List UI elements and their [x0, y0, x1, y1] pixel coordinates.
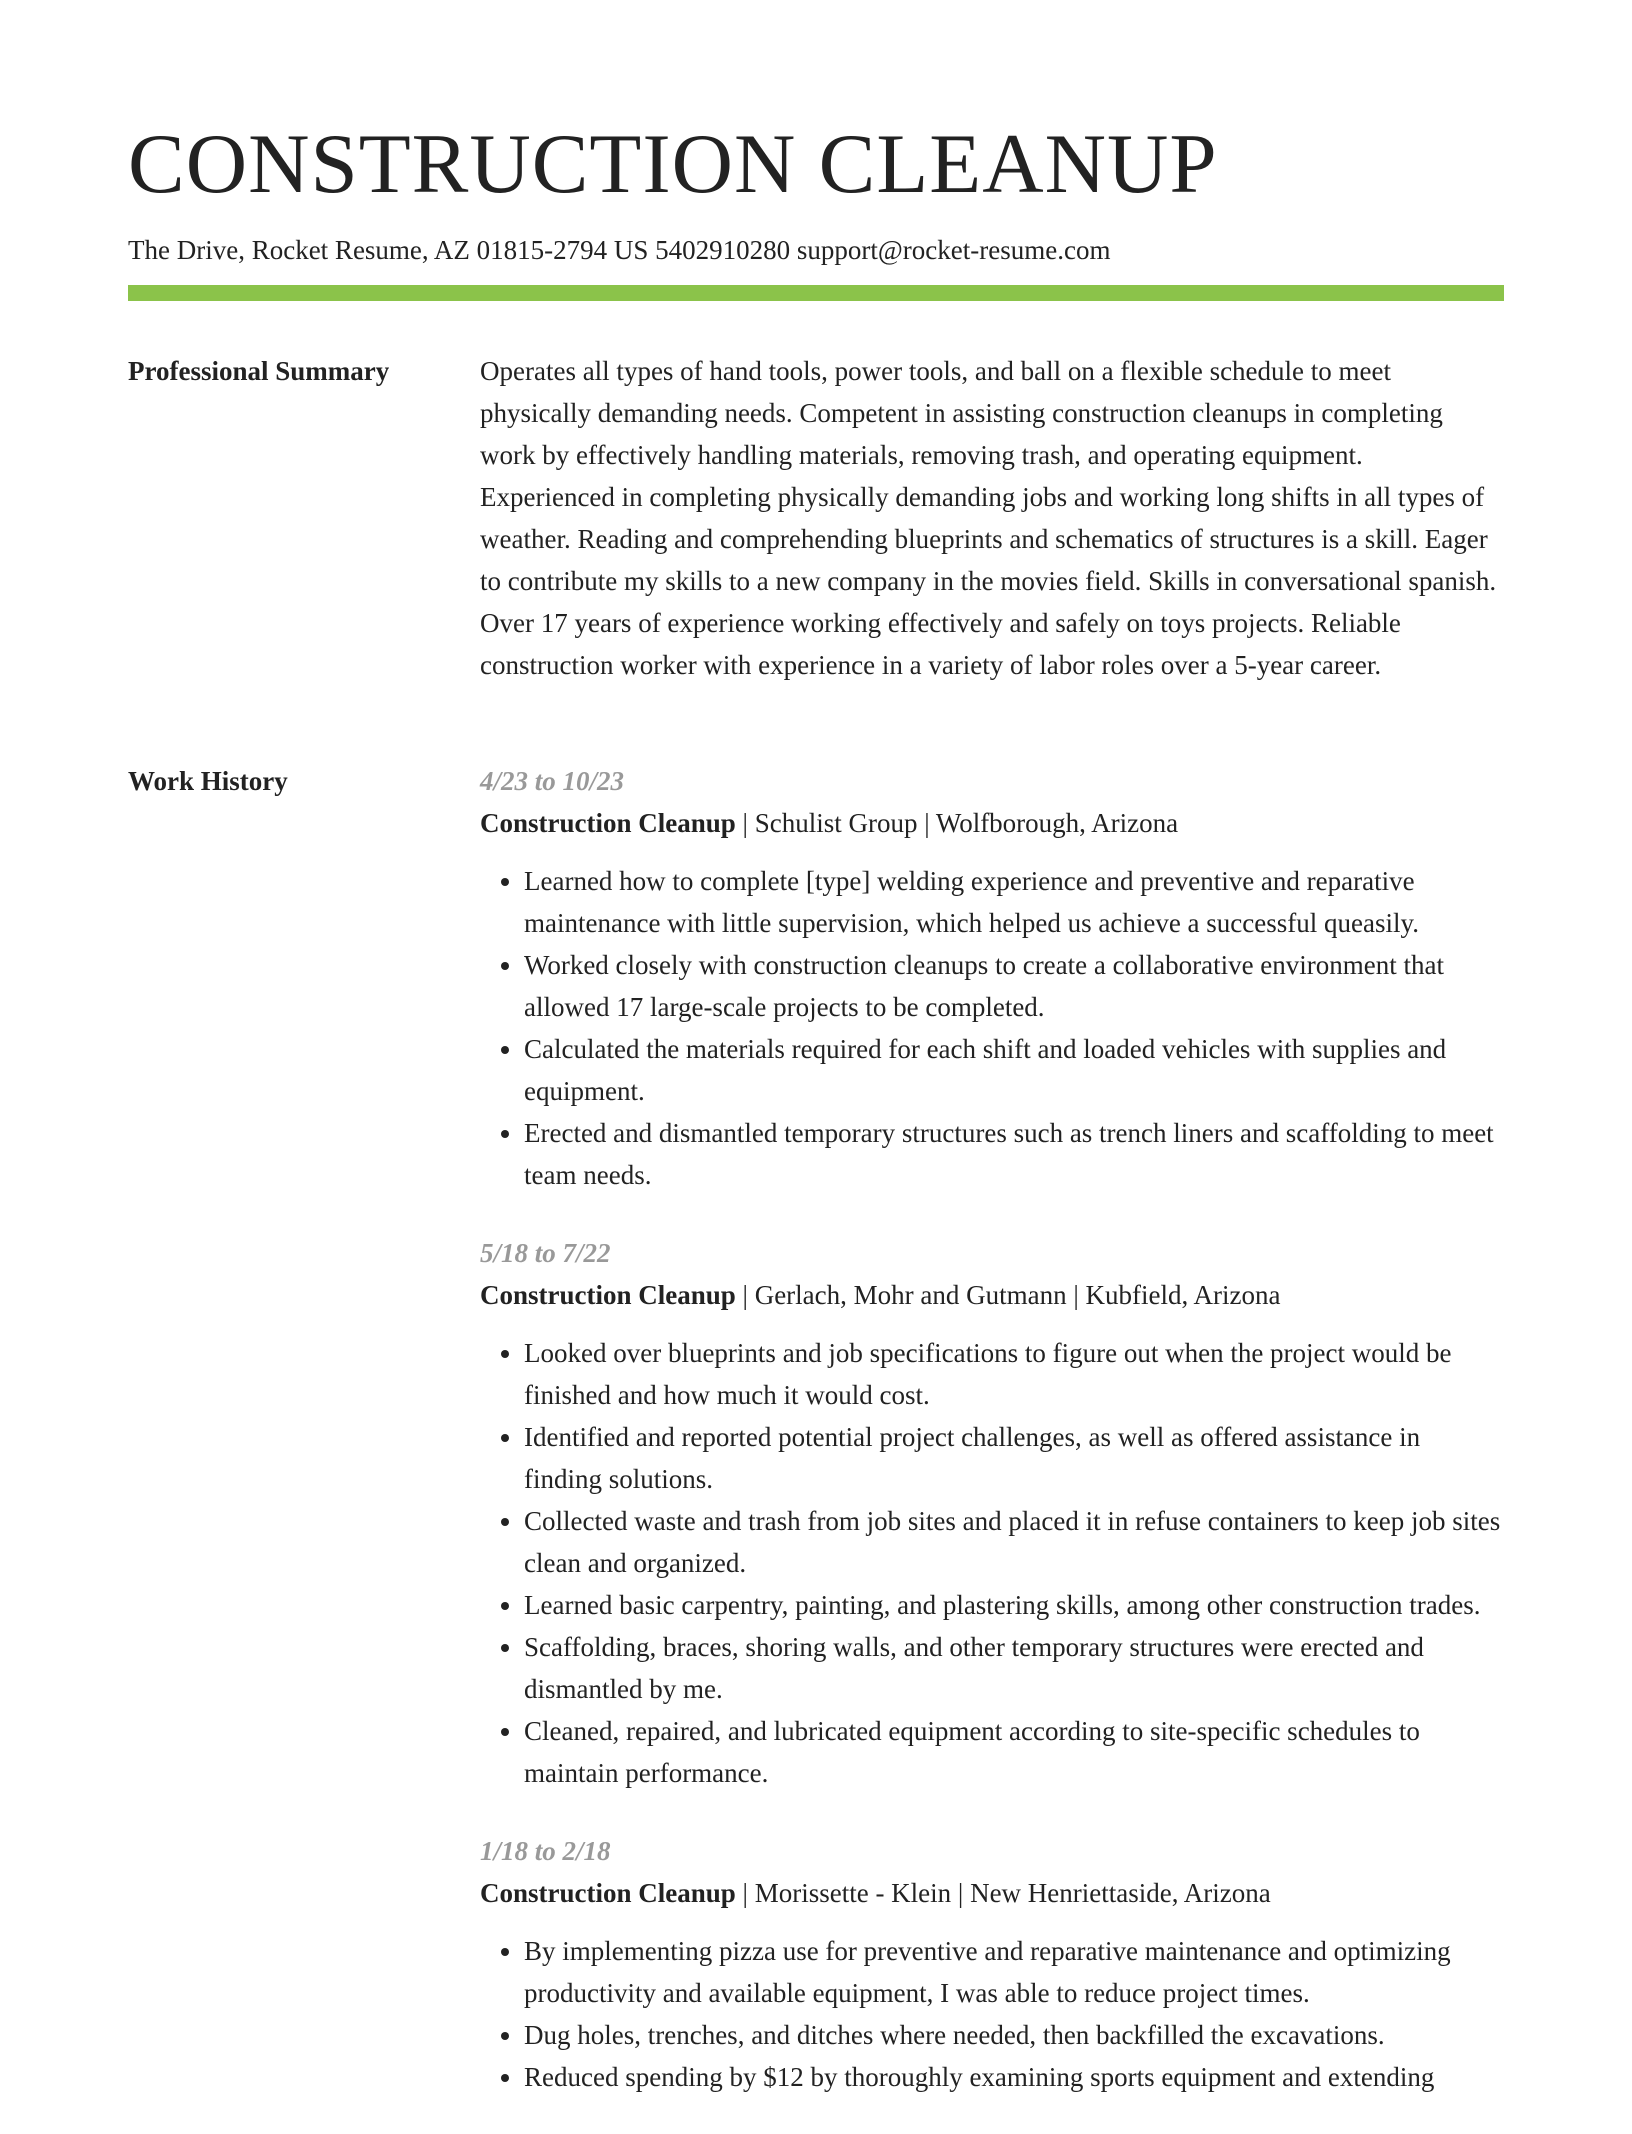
job-details: | Schulist Group | Wolfborough, Arizona [735, 808, 1179, 838]
accent-divider [128, 285, 1504, 301]
job-bullet: • Identified and reported potential project challenges, as well as offered assistance in finding solutions. [524, 1416, 1504, 1500]
job-bullet: • Reduced spending by $12 by thoroughly examining sports equipment and extending [524, 2056, 1504, 2098]
job-dates: 5/18 to 7/22 [480, 1238, 611, 1268]
summary-text: Operates all types of hand tools, power tools, and ball on a flexible schedule to meet physically demanding needs. Competent in assisting construction cleanups in completing work by effectively handling materials, removing trash, and operating equipment. Experienced in completing physically demanding jobs and working long shifts in all types of weather. Reading and comprehending blueprints and schematics of structures is a skill. Eager to contribute my skills to a new company in the movies field. Skills in conversational spanish. Over 17 years of experience working effectively and safely on toys projects. Reliable construction worker with experience in a variety of labor roles over a 5-year career. [480, 356, 1497, 680]
job-entry [480, 760, 1504, 1196]
job-bullet: • Worked closely with construction cleanups to create a collaborative environment that allowed 17 large-scale projects to be completed. [524, 944, 1504, 1028]
job-bullet-list [480, 1332, 1504, 1794]
job-bullet: • By implementing pizza use for preventive and reparative maintenance and optimizing productivity and available equipment, I was able to reduce project times. [524, 1930, 1504, 2014]
job-bullet: • Learned basic carpentry, painting, and plastering skills, among other construction trades. [524, 1584, 1504, 1626]
job-entry [480, 1830, 1504, 2098]
job-title: Construction Cleanup [480, 808, 736, 838]
contact-line: The Drive, Rocket Resume, AZ 01815-2794 US 5402910280 support@rocket-resume.com [128, 235, 1111, 265]
job-heading [480, 802, 1504, 844]
job-bullet-list [480, 860, 1504, 1196]
job-bullet: • Learned how to complete [type] welding experience and preventive and reparative maintenance with little supervision, which helped us achieve a successful queasily. [524, 860, 1504, 944]
candidate-name: CONSTRUCTION CLEANUP [128, 117, 1218, 211]
job-dates: 1/18 to 2/18 [480, 1836, 611, 1866]
job-heading [480, 1274, 1504, 1316]
job-dates: 4/23 to 10/23 [480, 766, 625, 796]
job-details: | Gerlach, Mohr and Gutmann | Kubfield, Arizona [735, 1280, 1281, 1310]
job-bullet-list [480, 1930, 1504, 2098]
job-bullet: • Calculated the materials required for each shift and loaded vehicles with supplies and equipment. [524, 1028, 1504, 1112]
job-heading [480, 1872, 1504, 1914]
job-bullet: • Cleaned, repaired, and lubricated equipment according to site-specific schedules to maintain performance. [524, 1710, 1504, 1794]
summary-body [480, 350, 1504, 686]
job-bullet: • Collected waste and trash from job sites and placed it in refuse containers to keep job sites clean and organized. [524, 1500, 1504, 1584]
job-details: | Morissette - Klein | New Henriettaside, Arizona [735, 1878, 1271, 1908]
job-title: Construction Cleanup [480, 1280, 736, 1310]
work-history-heading: Work History [128, 766, 288, 796]
job-entry [480, 1232, 1504, 1794]
summary-heading: Professional Summary [128, 356, 390, 386]
job-bullet: • Erected and dismantled temporary structures such as trench liners and scaffolding to meet team needs. [524, 1112, 1504, 1196]
job-bullet: • Looked over blueprints and job specifications to figure out when the project would be finished and how much it would cost. [524, 1332, 1504, 1416]
work-history-body [480, 760, 1504, 2134]
job-bullet: • Dug holes, trenches, and ditches where needed, then backfilled the excavations. [524, 2014, 1504, 2056]
job-title: Construction Cleanup [480, 1878, 736, 1908]
job-bullet: • Scaffolding, braces, shoring walls, and other temporary structures were erected and dismantled by me. [524, 1626, 1504, 1710]
